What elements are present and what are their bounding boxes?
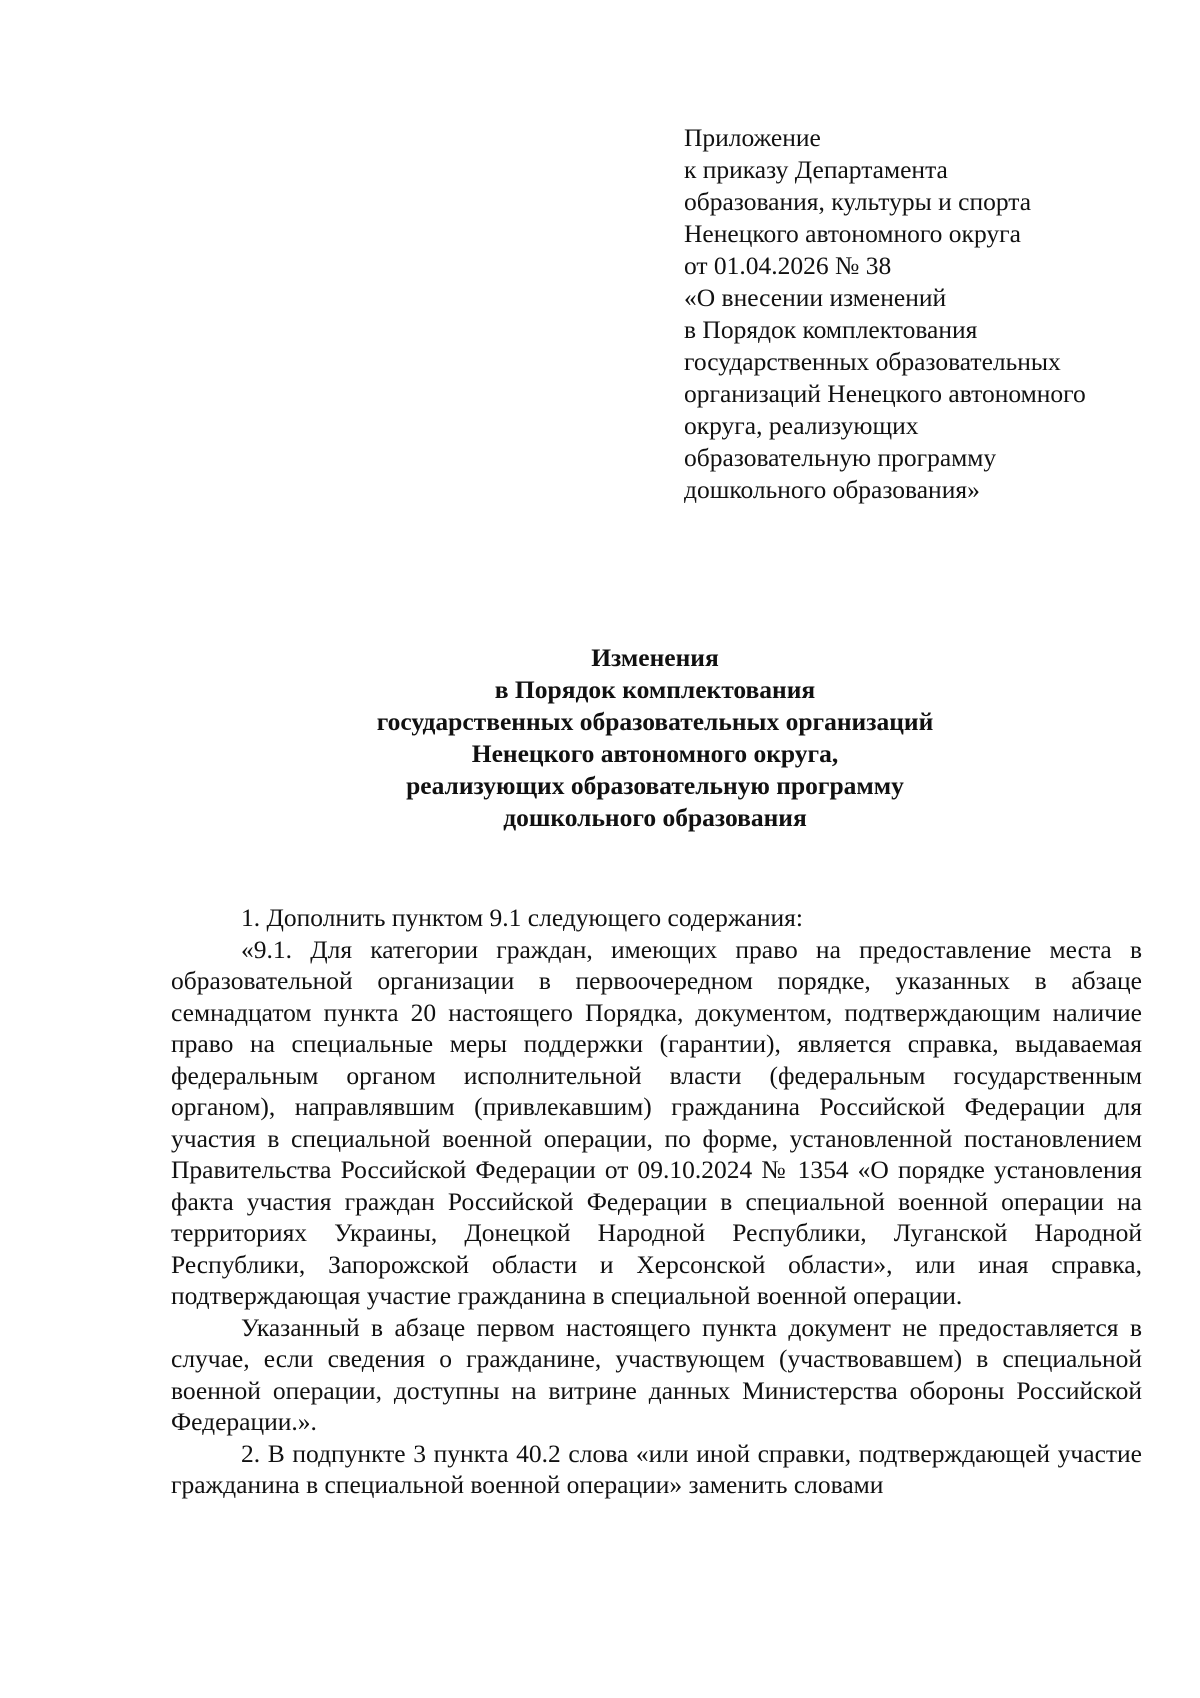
title-line: реализующих образовательную программу — [406, 771, 904, 800]
body-paragraph: Указанный в абзаце первом настоящего пункта документ не предоставляется в случае, если сведения о гражданине, участвующем (участвовавшем) в специальной военной операции, доступны на витрине данных Министерства обороны Российской Федерации.». — [171, 1312, 1142, 1436]
appendix-line: к приказу Департамента — [684, 155, 948, 184]
title-line: дошкольного образования — [503, 803, 807, 832]
appendix-line: дошкольного образования» — [684, 475, 980, 504]
appendix-line: «О внесении изменений — [684, 283, 947, 312]
appendix-line: образования, культуры и спорта — [684, 187, 1032, 216]
appendix-line: Приложение — [684, 123, 821, 152]
appendix-line: образовательную программу — [684, 443, 997, 472]
document-title — [160, 642, 1150, 834]
title-line: в Порядок комплектования — [494, 675, 816, 704]
body-paragraph: 1. Дополнить пунктом 9.1 следующего содержания: — [241, 903, 803, 932]
body-paragraph: 2. В подпункте 3 пункта 40.2 слова «или иной справки, подтверждающей участие гражданина в специальной военной операции» заменить словами — [171, 1438, 1142, 1499]
body-paragraph: «9.1. Для категории граждан, имеющих право на предоставление места в образовательной организации в первоочередном порядке, указанных в абзаце семнадцатом пункта 20 настоящего Порядка, документом, подтверждающим наличие право на специальные меры поддержки (гарантии), является справка, выдаваемая федеральным органом исполнительной власти (федеральным государственным органом), направлявшим (привлекавшим) гражданина Российской Федерации для участия в специальной военной операции, по форме, установленной постановлением Правительства Российской Федерации от 09.10.2024 № 1354 «О порядке установления факта участия граждан Российской Федерации в специальной военной операции на территориях Украины, Донецкой Народной Республики, Луганской Народной Республики, Запорожской области и Херсонской области», или иная справка, подтверждающая участие гражданина в специальной военной операции. — [171, 934, 1142, 1310]
title-line: государственных образовательных организаций — [376, 707, 934, 736]
appendix-line: округа, реализующих — [684, 411, 919, 440]
appendix-line: государственных образовательных — [684, 347, 1061, 376]
appendix-block — [684, 122, 1184, 506]
appendix-line: Ненецкого автономного округа — [684, 219, 1021, 248]
appendix-line: в Порядок комплектования — [684, 315, 978, 344]
title-line: Изменения — [591, 643, 719, 672]
appendix-line: организаций Ненецкого автономного — [684, 379, 1086, 408]
document-body — [171, 902, 1142, 1501]
appendix-line: от 01.04.2026 № 38 — [684, 251, 892, 280]
title-line: Ненецкого автономного округа, — [471, 739, 839, 768]
